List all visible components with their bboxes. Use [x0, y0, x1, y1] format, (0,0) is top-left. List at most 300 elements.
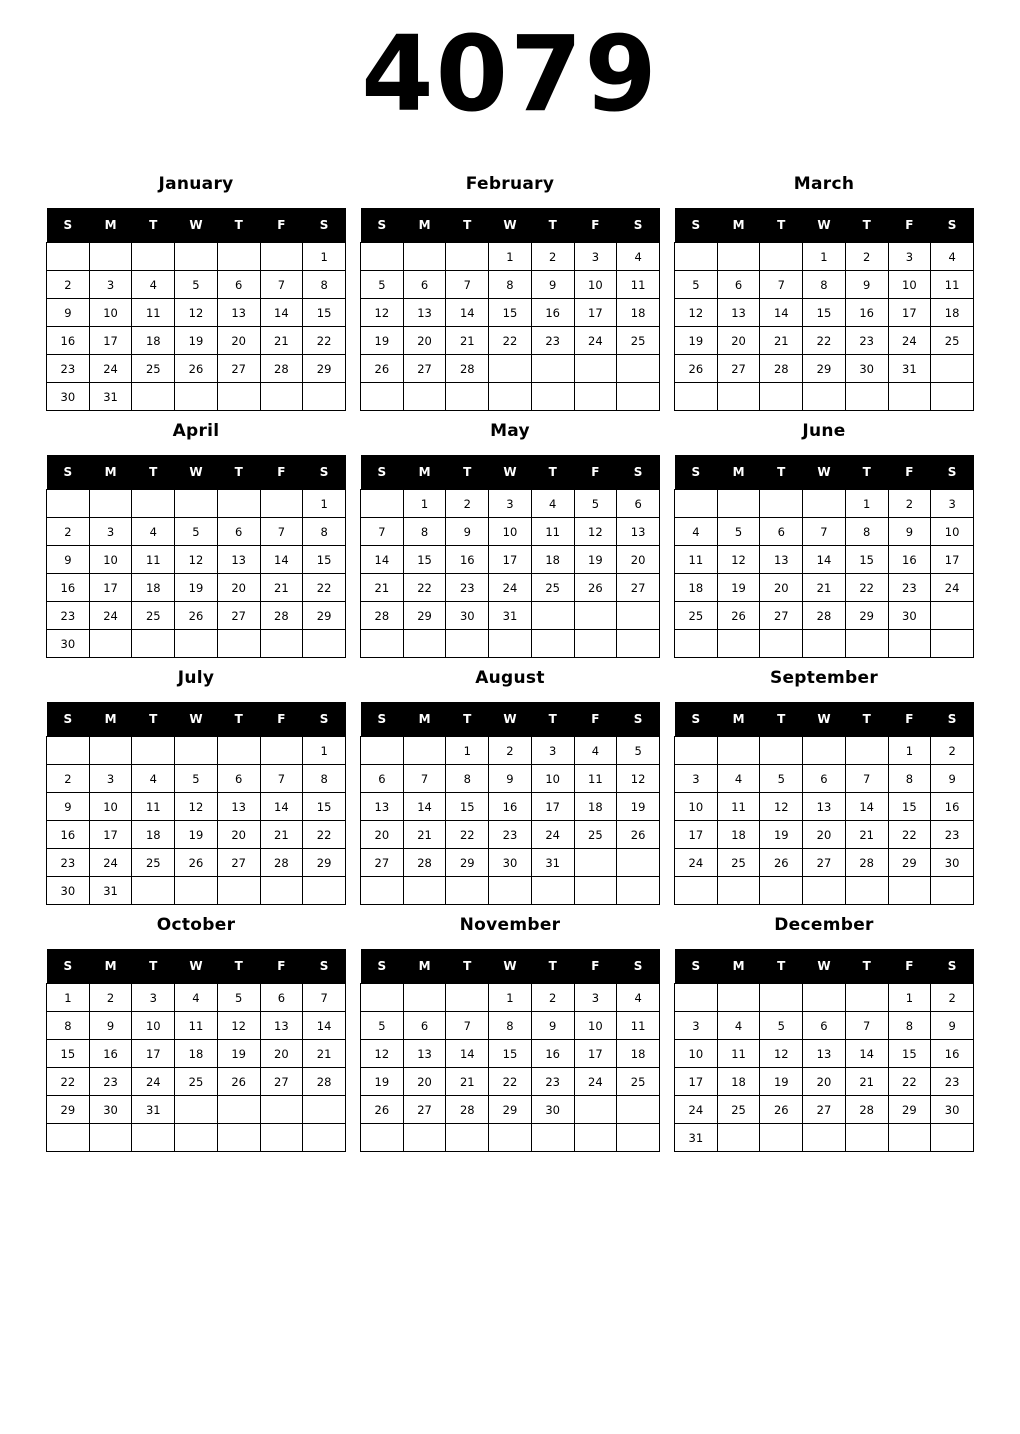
day-cell[interactable]: 9 [47, 546, 90, 574]
day-cell[interactable]: 26 [760, 849, 803, 877]
day-cell[interactable]: 4 [531, 490, 574, 518]
day-cell[interactable]: 17 [89, 327, 132, 355]
day-cell[interactable]: 21 [403, 821, 446, 849]
day-cell[interactable]: 10 [888, 271, 931, 299]
day-cell[interactable]: 24 [574, 327, 617, 355]
day-cell[interactable]: 17 [675, 821, 718, 849]
day-cell[interactable]: 3 [574, 243, 617, 271]
day-cell[interactable]: 17 [931, 546, 974, 574]
day-cell[interactable]: 27 [361, 849, 404, 877]
day-cell[interactable]: 16 [531, 1040, 574, 1068]
day-cell[interactable]: 26 [175, 355, 218, 383]
day-cell[interactable]: 11 [617, 271, 660, 299]
day-cell[interactable]: 15 [446, 793, 489, 821]
day-cell[interactable]: 2 [489, 737, 532, 765]
day-cell[interactable]: 26 [217, 1068, 260, 1096]
day-cell[interactable]: 11 [574, 765, 617, 793]
day-cell[interactable]: 9 [47, 793, 90, 821]
day-cell[interactable]: 28 [260, 355, 303, 383]
day-cell[interactable]: 25 [931, 327, 974, 355]
day-cell[interactable]: 26 [361, 1096, 404, 1124]
day-cell[interactable]: 10 [89, 546, 132, 574]
day-cell[interactable]: 5 [760, 765, 803, 793]
day-cell[interactable]: 18 [931, 299, 974, 327]
day-cell[interactable]: 29 [845, 602, 888, 630]
day-cell[interactable]: 21 [303, 1040, 346, 1068]
day-cell[interactable]: 7 [361, 518, 404, 546]
day-cell[interactable]: 3 [89, 518, 132, 546]
day-cell[interactable]: 13 [217, 546, 260, 574]
day-cell[interactable]: 29 [303, 849, 346, 877]
day-cell[interactable]: 31 [675, 1124, 718, 1152]
day-cell[interactable]: 7 [845, 1012, 888, 1040]
day-cell[interactable]: 5 [217, 984, 260, 1012]
day-cell[interactable]: 20 [760, 574, 803, 602]
day-cell[interactable]: 16 [489, 793, 532, 821]
day-cell[interactable]: 22 [303, 821, 346, 849]
day-cell[interactable]: 24 [489, 574, 532, 602]
day-cell[interactable]: 24 [89, 602, 132, 630]
day-cell[interactable]: 22 [489, 327, 532, 355]
day-cell[interactable]: 20 [217, 574, 260, 602]
day-cell[interactable]: 2 [931, 984, 974, 1012]
day-cell[interactable]: 28 [760, 355, 803, 383]
day-cell[interactable]: 11 [132, 793, 175, 821]
day-cell[interactable]: 24 [89, 355, 132, 383]
day-cell[interactable]: 15 [403, 546, 446, 574]
day-cell[interactable]: 2 [446, 490, 489, 518]
day-cell[interactable]: 14 [260, 299, 303, 327]
day-cell[interactable]: 24 [888, 327, 931, 355]
day-cell[interactable]: 15 [888, 793, 931, 821]
day-cell[interactable]: 12 [760, 1040, 803, 1068]
day-cell[interactable]: 2 [531, 243, 574, 271]
day-cell[interactable]: 13 [217, 299, 260, 327]
day-cell[interactable]: 14 [303, 1012, 346, 1040]
day-cell[interactable]: 23 [47, 355, 90, 383]
day-cell[interactable]: 29 [489, 1096, 532, 1124]
day-cell[interactable]: 9 [446, 518, 489, 546]
day-cell[interactable]: 26 [675, 355, 718, 383]
day-cell[interactable]: 13 [760, 546, 803, 574]
day-cell[interactable]: 14 [845, 793, 888, 821]
day-cell[interactable]: 9 [531, 271, 574, 299]
day-cell[interactable]: 3 [574, 984, 617, 1012]
day-cell[interactable]: 16 [931, 793, 974, 821]
day-cell[interactable]: 8 [803, 271, 846, 299]
day-cell[interactable]: 1 [303, 737, 346, 765]
day-cell[interactable]: 20 [803, 1068, 846, 1096]
day-cell[interactable]: 25 [132, 849, 175, 877]
day-cell[interactable]: 6 [260, 984, 303, 1012]
day-cell[interactable]: 16 [47, 821, 90, 849]
day-cell[interactable]: 17 [89, 574, 132, 602]
day-cell[interactable]: 8 [303, 518, 346, 546]
day-cell[interactable]: 5 [175, 271, 218, 299]
day-cell[interactable]: 18 [717, 821, 760, 849]
day-cell[interactable]: 21 [845, 1068, 888, 1096]
day-cell[interactable]: 22 [403, 574, 446, 602]
day-cell[interactable]: 27 [760, 602, 803, 630]
day-cell[interactable]: 27 [617, 574, 660, 602]
day-cell[interactable]: 20 [803, 821, 846, 849]
day-cell[interactable]: 30 [47, 630, 90, 658]
day-cell[interactable]: 11 [175, 1012, 218, 1040]
day-cell[interactable]: 1 [845, 490, 888, 518]
day-cell[interactable]: 4 [132, 271, 175, 299]
day-cell[interactable]: 25 [675, 602, 718, 630]
day-cell[interactable]: 4 [175, 984, 218, 1012]
day-cell[interactable]: 5 [175, 765, 218, 793]
day-cell[interactable]: 10 [89, 793, 132, 821]
day-cell[interactable]: 14 [760, 299, 803, 327]
day-cell[interactable]: 20 [217, 821, 260, 849]
day-cell[interactable]: 7 [260, 271, 303, 299]
day-cell[interactable]: 25 [617, 327, 660, 355]
day-cell[interactable]: 14 [260, 546, 303, 574]
day-cell[interactable]: 8 [888, 1012, 931, 1040]
day-cell[interactable]: 28 [845, 849, 888, 877]
day-cell[interactable]: 12 [617, 765, 660, 793]
day-cell[interactable]: 30 [931, 849, 974, 877]
day-cell[interactable]: 28 [403, 849, 446, 877]
day-cell[interactable]: 31 [888, 355, 931, 383]
day-cell[interactable]: 6 [403, 271, 446, 299]
day-cell[interactable]: 6 [760, 518, 803, 546]
day-cell[interactable]: 2 [845, 243, 888, 271]
day-cell[interactable]: 25 [717, 1096, 760, 1124]
day-cell[interactable]: 14 [260, 793, 303, 821]
day-cell[interactable]: 11 [717, 793, 760, 821]
day-cell[interactable]: 27 [260, 1068, 303, 1096]
day-cell[interactable]: 21 [260, 821, 303, 849]
day-cell[interactable]: 22 [888, 1068, 931, 1096]
day-cell[interactable]: 12 [175, 546, 218, 574]
day-cell[interactable]: 17 [574, 1040, 617, 1068]
day-cell[interactable]: 21 [361, 574, 404, 602]
day-cell[interactable]: 27 [403, 1096, 446, 1124]
day-cell[interactable]: 7 [446, 271, 489, 299]
day-cell[interactable]: 30 [931, 1096, 974, 1124]
day-cell[interactable]: 31 [132, 1096, 175, 1124]
day-cell[interactable]: 23 [931, 1068, 974, 1096]
day-cell[interactable]: 29 [446, 849, 489, 877]
day-cell[interactable]: 27 [217, 355, 260, 383]
day-cell[interactable]: 19 [175, 821, 218, 849]
day-cell[interactable]: 19 [361, 327, 404, 355]
day-cell[interactable]: 20 [403, 1068, 446, 1096]
day-cell[interactable]: 6 [361, 765, 404, 793]
day-cell[interactable]: 10 [675, 1040, 718, 1068]
day-cell[interactable]: 2 [89, 984, 132, 1012]
day-cell[interactable]: 24 [132, 1068, 175, 1096]
day-cell[interactable]: 23 [489, 821, 532, 849]
day-cell[interactable]: 19 [574, 546, 617, 574]
day-cell[interactable]: 28 [361, 602, 404, 630]
day-cell[interactable]: 17 [489, 546, 532, 574]
day-cell[interactable]: 27 [717, 355, 760, 383]
day-cell[interactable]: 15 [489, 1040, 532, 1068]
day-cell[interactable]: 11 [531, 518, 574, 546]
day-cell[interactable]: 10 [574, 1012, 617, 1040]
day-cell[interactable]: 3 [489, 490, 532, 518]
day-cell[interactable]: 11 [132, 299, 175, 327]
day-cell[interactable]: 10 [132, 1012, 175, 1040]
day-cell[interactable]: 11 [717, 1040, 760, 1068]
day-cell[interactable]: 23 [89, 1068, 132, 1096]
day-cell[interactable]: 23 [446, 574, 489, 602]
day-cell[interactable]: 23 [845, 327, 888, 355]
day-cell[interactable]: 9 [531, 1012, 574, 1040]
day-cell[interactable]: 8 [446, 765, 489, 793]
day-cell[interactable]: 18 [531, 546, 574, 574]
day-cell[interactable]: 13 [260, 1012, 303, 1040]
day-cell[interactable]: 13 [361, 793, 404, 821]
day-cell[interactable]: 18 [132, 327, 175, 355]
day-cell[interactable]: 7 [303, 984, 346, 1012]
day-cell[interactable]: 21 [803, 574, 846, 602]
day-cell[interactable]: 30 [531, 1096, 574, 1124]
day-cell[interactable]: 21 [260, 574, 303, 602]
day-cell[interactable]: 2 [47, 518, 90, 546]
day-cell[interactable]: 23 [931, 821, 974, 849]
day-cell[interactable]: 28 [260, 849, 303, 877]
day-cell[interactable]: 20 [403, 327, 446, 355]
day-cell[interactable]: 15 [489, 299, 532, 327]
day-cell[interactable]: 26 [760, 1096, 803, 1124]
day-cell[interactable]: 4 [574, 737, 617, 765]
day-cell[interactable]: 24 [89, 849, 132, 877]
day-cell[interactable]: 20 [217, 327, 260, 355]
day-cell[interactable]: 8 [303, 765, 346, 793]
day-cell[interactable]: 25 [132, 355, 175, 383]
day-cell[interactable]: 6 [717, 271, 760, 299]
day-cell[interactable]: 10 [489, 518, 532, 546]
day-cell[interactable]: 3 [89, 765, 132, 793]
day-cell[interactable]: 11 [132, 546, 175, 574]
day-cell[interactable]: 18 [175, 1040, 218, 1068]
day-cell[interactable]: 30 [845, 355, 888, 383]
day-cell[interactable]: 6 [403, 1012, 446, 1040]
day-cell[interactable]: 6 [217, 271, 260, 299]
day-cell[interactable]: 29 [888, 1096, 931, 1124]
day-cell[interactable]: 4 [132, 518, 175, 546]
day-cell[interactable]: 8 [845, 518, 888, 546]
day-cell[interactable]: 29 [803, 355, 846, 383]
day-cell[interactable]: 19 [717, 574, 760, 602]
day-cell[interactable]: 1 [303, 243, 346, 271]
day-cell[interactable]: 13 [217, 793, 260, 821]
day-cell[interactable]: 25 [175, 1068, 218, 1096]
day-cell[interactable]: 24 [931, 574, 974, 602]
day-cell[interactable]: 19 [175, 574, 218, 602]
day-cell[interactable]: 8 [888, 765, 931, 793]
day-cell[interactable]: 22 [888, 821, 931, 849]
day-cell[interactable]: 4 [617, 984, 660, 1012]
day-cell[interactable]: 14 [403, 793, 446, 821]
day-cell[interactable]: 18 [132, 821, 175, 849]
day-cell[interactable]: 5 [617, 737, 660, 765]
day-cell[interactable]: 26 [617, 821, 660, 849]
day-cell[interactable]: 15 [888, 1040, 931, 1068]
day-cell[interactable]: 16 [47, 327, 90, 355]
day-cell[interactable]: 7 [845, 765, 888, 793]
day-cell[interactable]: 2 [47, 765, 90, 793]
day-cell[interactable]: 12 [361, 1040, 404, 1068]
day-cell[interactable]: 15 [303, 793, 346, 821]
day-cell[interactable]: 14 [803, 546, 846, 574]
day-cell[interactable]: 18 [617, 1040, 660, 1068]
day-cell[interactable]: 6 [617, 490, 660, 518]
day-cell[interactable]: 17 [574, 299, 617, 327]
day-cell[interactable]: 29 [47, 1096, 90, 1124]
day-cell[interactable]: 7 [260, 765, 303, 793]
day-cell[interactable]: 22 [303, 574, 346, 602]
day-cell[interactable]: 31 [89, 383, 132, 411]
day-cell[interactable]: 28 [446, 1096, 489, 1124]
day-cell[interactable]: 21 [260, 327, 303, 355]
day-cell[interactable]: 24 [675, 849, 718, 877]
day-cell[interactable]: 23 [888, 574, 931, 602]
day-cell[interactable]: 30 [888, 602, 931, 630]
day-cell[interactable]: 1 [803, 243, 846, 271]
day-cell[interactable]: 29 [888, 849, 931, 877]
day-cell[interactable]: 4 [717, 765, 760, 793]
day-cell[interactable]: 22 [489, 1068, 532, 1096]
day-cell[interactable]: 20 [260, 1040, 303, 1068]
day-cell[interactable]: 12 [361, 299, 404, 327]
day-cell[interactable]: 12 [760, 793, 803, 821]
day-cell[interactable]: 14 [845, 1040, 888, 1068]
day-cell[interactable]: 31 [531, 849, 574, 877]
day-cell[interactable]: 24 [675, 1096, 718, 1124]
day-cell[interactable]: 8 [47, 1012, 90, 1040]
day-cell[interactable]: 27 [803, 849, 846, 877]
day-cell[interactable]: 22 [47, 1068, 90, 1096]
day-cell[interactable]: 29 [303, 602, 346, 630]
day-cell[interactable]: 15 [303, 546, 346, 574]
day-cell[interactable]: 16 [845, 299, 888, 327]
day-cell[interactable]: 3 [132, 984, 175, 1012]
day-cell[interactable]: 22 [803, 327, 846, 355]
day-cell[interactable]: 6 [217, 518, 260, 546]
day-cell[interactable]: 19 [217, 1040, 260, 1068]
day-cell[interactable]: 5 [574, 490, 617, 518]
day-cell[interactable]: 5 [760, 1012, 803, 1040]
day-cell[interactable]: 17 [531, 793, 574, 821]
day-cell[interactable]: 16 [931, 1040, 974, 1068]
day-cell[interactable]: 26 [175, 602, 218, 630]
day-cell[interactable]: 13 [803, 793, 846, 821]
day-cell[interactable]: 3 [675, 1012, 718, 1040]
day-cell[interactable]: 2 [531, 984, 574, 1012]
day-cell[interactable]: 28 [303, 1068, 346, 1096]
day-cell[interactable]: 11 [617, 1012, 660, 1040]
day-cell[interactable]: 31 [489, 602, 532, 630]
day-cell[interactable]: 13 [803, 1040, 846, 1068]
day-cell[interactable]: 25 [617, 1068, 660, 1096]
day-cell[interactable]: 1 [303, 490, 346, 518]
day-cell[interactable]: 5 [717, 518, 760, 546]
day-cell[interactable]: 20 [617, 546, 660, 574]
day-cell[interactable]: 15 [803, 299, 846, 327]
day-cell[interactable]: 26 [175, 849, 218, 877]
day-cell[interactable]: 8 [489, 271, 532, 299]
day-cell[interactable]: 30 [47, 383, 90, 411]
day-cell[interactable]: 22 [446, 821, 489, 849]
day-cell[interactable]: 13 [717, 299, 760, 327]
day-cell[interactable]: 5 [675, 271, 718, 299]
day-cell[interactable]: 1 [489, 984, 532, 1012]
day-cell[interactable]: 3 [675, 765, 718, 793]
day-cell[interactable]: 21 [446, 327, 489, 355]
day-cell[interactable]: 21 [446, 1068, 489, 1096]
day-cell[interactable]: 30 [446, 602, 489, 630]
day-cell[interactable]: 23 [531, 1068, 574, 1096]
day-cell[interactable]: 7 [760, 271, 803, 299]
day-cell[interactable]: 19 [675, 327, 718, 355]
day-cell[interactable]: 23 [47, 602, 90, 630]
day-cell[interactable]: 4 [675, 518, 718, 546]
day-cell[interactable]: 25 [132, 602, 175, 630]
day-cell[interactable]: 22 [303, 327, 346, 355]
day-cell[interactable]: 20 [361, 821, 404, 849]
day-cell[interactable]: 16 [531, 299, 574, 327]
day-cell[interactable]: 16 [446, 546, 489, 574]
day-cell[interactable]: 25 [717, 849, 760, 877]
day-cell[interactable]: 8 [489, 1012, 532, 1040]
day-cell[interactable]: 14 [446, 1040, 489, 1068]
day-cell[interactable]: 12 [217, 1012, 260, 1040]
day-cell[interactable]: 7 [403, 765, 446, 793]
day-cell[interactable]: 8 [303, 271, 346, 299]
day-cell[interactable]: 18 [717, 1068, 760, 1096]
day-cell[interactable]: 23 [531, 327, 574, 355]
day-cell[interactable]: 2 [888, 490, 931, 518]
day-cell[interactable]: 10 [89, 299, 132, 327]
day-cell[interactable]: 14 [361, 546, 404, 574]
day-cell[interactable]: 10 [574, 271, 617, 299]
day-cell[interactable]: 17 [675, 1068, 718, 1096]
day-cell[interactable]: 19 [361, 1068, 404, 1096]
day-cell[interactable]: 6 [803, 1012, 846, 1040]
day-cell[interactable]: 28 [260, 602, 303, 630]
day-cell[interactable]: 28 [446, 355, 489, 383]
day-cell[interactable]: 9 [89, 1012, 132, 1040]
day-cell[interactable]: 20 [717, 327, 760, 355]
day-cell[interactable]: 15 [47, 1040, 90, 1068]
day-cell[interactable]: 26 [717, 602, 760, 630]
day-cell[interactable]: 15 [303, 299, 346, 327]
day-cell[interactable]: 26 [574, 574, 617, 602]
day-cell[interactable]: 18 [574, 793, 617, 821]
day-cell[interactable]: 15 [845, 546, 888, 574]
day-cell[interactable]: 16 [89, 1040, 132, 1068]
day-cell[interactable]: 1 [489, 243, 532, 271]
day-cell[interactable]: 3 [931, 490, 974, 518]
day-cell[interactable]: 9 [845, 271, 888, 299]
day-cell[interactable]: 21 [845, 821, 888, 849]
day-cell[interactable]: 7 [803, 518, 846, 546]
day-cell[interactable]: 6 [217, 765, 260, 793]
day-cell[interactable]: 10 [675, 793, 718, 821]
day-cell[interactable]: 4 [617, 243, 660, 271]
day-cell[interactable]: 1 [888, 737, 931, 765]
day-cell[interactable]: 16 [47, 574, 90, 602]
day-cell[interactable]: 10 [931, 518, 974, 546]
day-cell[interactable]: 2 [931, 737, 974, 765]
day-cell[interactable]: 29 [403, 602, 446, 630]
